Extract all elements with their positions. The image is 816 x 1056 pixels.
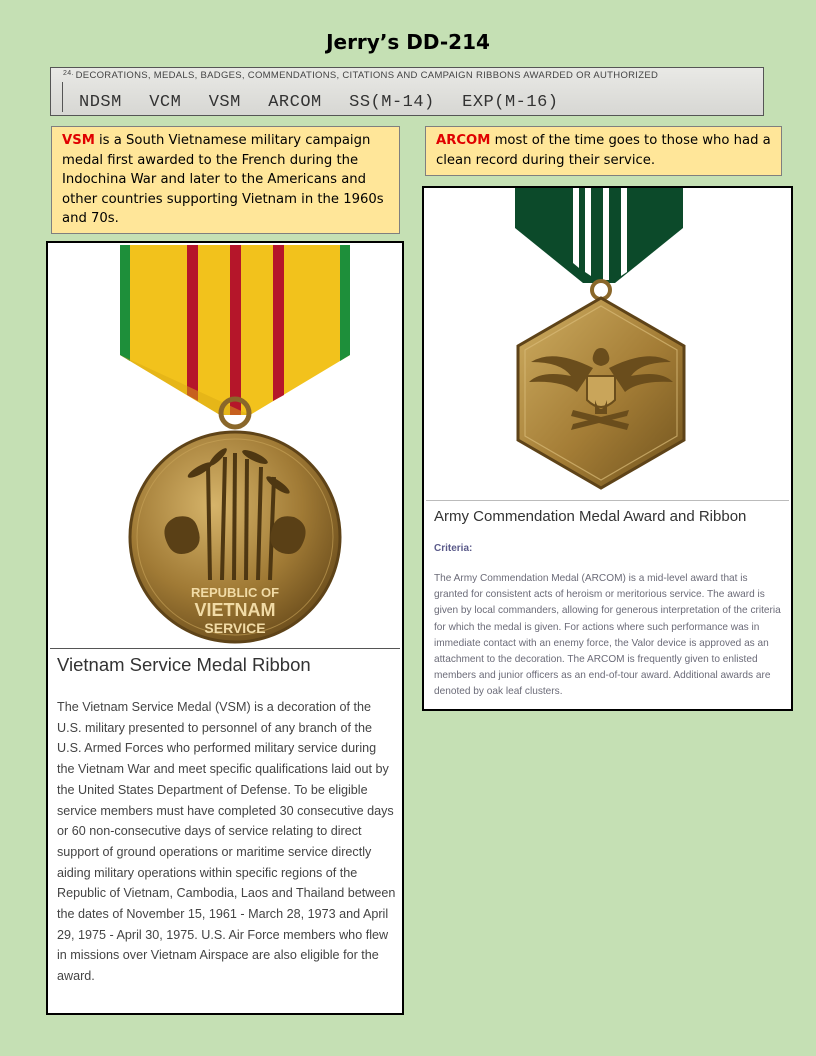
arcom-medal-image (455, 188, 739, 490)
arcom-medal-illustration (455, 188, 739, 490)
arcom-note-keyword: ARCOM (436, 133, 491, 148)
arcom-note (425, 126, 782, 176)
dd214-excerpt (50, 67, 764, 116)
arcom-card-divider (426, 500, 789, 501)
arcom-card-heading: Army Commendation Medal Award and Ribbon (434, 508, 747, 525)
arcom-note-text: most of the time goes to those who had a clean record during their service. (436, 133, 771, 168)
arcom-card-body: The Army Commendation Medal (ARCOM) is a mid-level award that is granted for consistent acts of heroism or meritorious service. The award is given by local commanders, allowing for generous interpretation of the criteria for which the medal is given. For actions where such performance was in immediate contact with an enemy force, the Valor device is approved as an attachment to the decoration. The ARCOM is frequently given to enlisted members and junior officers as an end-of-tour award. Additional awards are denoted by oak leaf clusters. (434, 573, 781, 698)
vsm-card-body: The Vietnam Service Medal (VSM) is a decoration of the U.S. military presented to personnel of any branch of the U.S. Armed Forces who performed military service during the Vietnam War and meet specific qualifications laid out by the United States Department of Defense. To be eligible service members must have completed 30 consecutive days or 60 non-consecutive days of service relating to direct support of ground operations or maritime service directly aiding military operations within specific regions of the Republic of Vietnam, Cambodia, Laos and Thailand between the dates of November 15, 1961 - March 28, 1973 and April 29, 1975 - April 30, 1975. U.S. Air Force members who flew in missions over Vietnam Airspace are also eligible for the award. (57, 700, 396, 984)
page-title: Jerry’s DD-214 (326, 30, 490, 54)
arcom-criteria-label: Criteria: (434, 543, 473, 554)
vsm-note-text: is a South Vietnamese military campaign medal first awarded to the French during the Indochina War and later to the Americans and other countries supporting Vietnam in the 1960s and 70s. (62, 133, 384, 226)
dd214-award-entries: NDSM VCM VSM ARCOM SS(M-14) EXP(M-16) (79, 93, 559, 112)
dd214-field-label: DECORATIONS, MEDALS, BADGES, COMMENDATIONS, CITATIONS AND CAMPAIGN RIBBONS AWARDED OR AUTHORIZED (75, 70, 659, 81)
vsm-note (51, 126, 400, 234)
dd214-field-number: 24. (63, 70, 74, 77)
vsm-medal-inscription-3: SERVICE (204, 620, 266, 636)
vsm-card (46, 241, 404, 1015)
vsm-medal-illustration (50, 245, 400, 648)
vsm-card-heading: Vietnam Service Medal Ribbon (57, 654, 311, 675)
vsm-medal-inscription-2: VIETNAM (194, 600, 276, 620)
dd214-divider (62, 82, 63, 112)
vsm-medal-inscription-1: REPUBLIC OF (190, 585, 280, 600)
vsm-note-keyword: VSM (62, 133, 95, 148)
arcom-card (422, 186, 793, 711)
dd214-field-header (63, 70, 658, 81)
vsm-medal-image (50, 245, 400, 649)
